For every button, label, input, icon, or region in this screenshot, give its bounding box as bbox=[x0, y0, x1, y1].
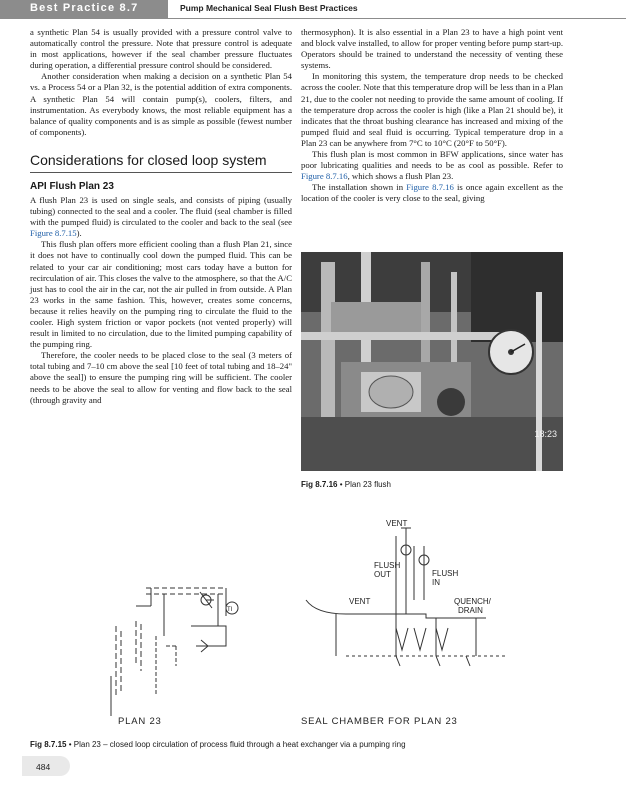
fig16-caption bbox=[301, 480, 391, 489]
flush-in-label-1: FLUSH bbox=[432, 569, 459, 578]
figure-link[interactable]: Figure 8.7.16 bbox=[406, 182, 454, 193]
subsection-heading: API Flush Plan 23 bbox=[30, 180, 114, 192]
flush-out-label-1: FLUSH bbox=[374, 561, 401, 570]
flush-out-label-2: OUT bbox=[374, 570, 391, 579]
text-run: is once again excellent as the location of the cooler is very close to the seal, giving bbox=[301, 182, 563, 204]
figure-link[interactable]: Figure 8.7.15 bbox=[30, 228, 77, 239]
section-heading: Considerations for closed loop system bbox=[30, 152, 292, 173]
plan23-schematic bbox=[111, 588, 226, 716]
plan23-title: PLAN 23 bbox=[118, 716, 162, 727]
quench-label-1: QUENCH/ bbox=[454, 597, 491, 606]
text-run: This flush plan is most common in BFW applications, since water has poor lubricating qualities and needs to be as cool as possible. Refer to bbox=[301, 149, 563, 171]
left-column bbox=[30, 27, 292, 406]
section-label: Best Practice 8.7 bbox=[30, 2, 139, 14]
fig16-text: Plan 23 flush bbox=[344, 480, 392, 489]
fig16-label: Fig 8.7.16 bbox=[301, 480, 338, 489]
text-run: , which shows a flush Plan 23. bbox=[347, 171, 454, 182]
photo-illustration bbox=[301, 252, 563, 471]
fig15-text: Plan 23 – closed loop circulation of process fluid through a heat exchanger via a pumping ring bbox=[73, 740, 406, 749]
caption-bullet: • bbox=[68, 740, 72, 749]
paragraph: This flush plan offers more efficient cooling than a flush Plan 21, since it does not have to continually cool down the pumped fluid. This can be related to your car air conditioning; most cars today have a button for recirculation of air. This closes the valve to the atmosphere, so that the A/C just has to cool the air in the car, not the air pulled in from outside. A Plan 23 works in the same fashion. This, however, creates some concerns, because it relies heavily on the pumping ring to circulate the fluid to the cooler. High system friction or vapor pockets (not vented properly) will result in limited to no circulation, due to the limited pumping capability of the pumping ring. bbox=[30, 239, 292, 350]
photo-timestamp: 18:23 bbox=[534, 429, 557, 439]
fig15-label: Fig 8.7.15 bbox=[30, 740, 67, 749]
paragraph bbox=[301, 149, 563, 182]
running-title: Pump Mechanical Seal Flush Best Practices bbox=[180, 3, 358, 13]
quench-label-2: DRAIN bbox=[458, 606, 483, 615]
plan23-photo bbox=[301, 252, 563, 471]
running-header bbox=[168, 0, 626, 19]
paragraph: a synthetic Plan 54 is usually provided with a pressure control valve to automatically control the pressure. Note that pressure control is adequate in most applications, however if the seal chamber pressure fluctuates during operation, a differential pressure control should be considered. bbox=[30, 27, 292, 71]
vent-top-label: VENT bbox=[386, 519, 408, 528]
section-tab bbox=[0, 0, 168, 19]
seal-chamber-title: SEAL CHAMBER FOR PLAN 23 bbox=[301, 716, 458, 727]
paragraph bbox=[301, 182, 563, 204]
right-column bbox=[301, 27, 563, 205]
fig15-caption bbox=[30, 740, 406, 749]
paragraph: In monitoring this system, the temperature drop needs to be checked across the cooler. Note that this temperature drop will be less than in a Plan 21, due to the cooler not needing to provide the same amount of cooling. If the temperature drop across the cooler is high (like a Plan 21 should be), it indicates that the throat bushing clearance has increased and mixing of the pumped fluid and seal fluid is occurring. Typical temperature drop in a Plan 23 can be anywhere from 7°C to 10°C (20°F to 50°F). bbox=[301, 71, 563, 148]
page-header bbox=[0, 0, 626, 19]
flush-in-label-2: IN bbox=[432, 578, 440, 587]
page-number: 484 bbox=[36, 762, 51, 772]
figure-link[interactable]: Figure 8.7.16 bbox=[301, 171, 348, 182]
paragraph: Therefore, the cooler needs to be placed close to the seal (3 meters of total tubing and 7–10 cm above the seal [10 feet of total tubing and 18–24" above the seal]) to ensure the pumping ring will be sufficient. The cooler needs to be above the seal to allow for venting and flow back to the seal (through gravity and bbox=[30, 350, 292, 405]
paragraph bbox=[30, 195, 292, 239]
text-run: ). bbox=[76, 228, 82, 239]
paragraph: thermosyphon). It is also essential in a Plan 23 to have a high point vent and block valve installed, to allow for proper venting before pump start-up. Operators should be trained to understand the necessity of venting these systems. bbox=[301, 27, 563, 71]
paragraph: Another consideration when making a decision on a synthetic Plan 54 vs. a Process 54 or a Plan 32, is the potential addition of extra components. A synthetic Plan 54 will contain pump(s), coolers, filters, and instrumentation. As everybody knows, the most reliable equipment has a balance of quality components and is as simple as possible (fewest number of components). bbox=[30, 71, 292, 137]
caption-bullet: • bbox=[339, 480, 343, 489]
plan23-diagram bbox=[96, 516, 506, 730]
ti-label: TI bbox=[227, 607, 233, 613]
vent-mid-label: VENT bbox=[349, 597, 371, 606]
text-run: The installation shown in bbox=[312, 182, 407, 193]
text-run: A flush Plan 23 is used on single seals, and consists of piping (usually tubing) connected to the seal and a cooler. The fluid (seal chamber is filled with the pumped fluid) is circulated to the cooler and back to the seal (see bbox=[30, 194, 292, 228]
